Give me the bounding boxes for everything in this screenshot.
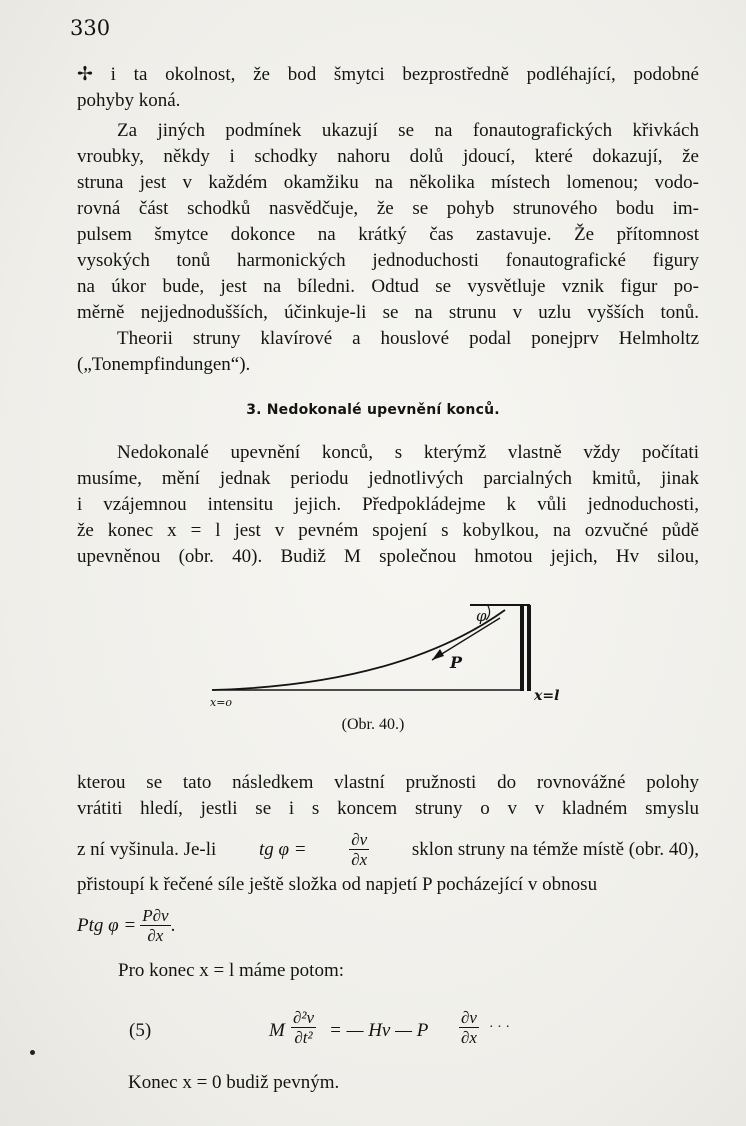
fraction-denominator: ∂x [147, 926, 164, 945]
text-line: přistoupí k řečené síle ještě složka od napjetí P pocházející v obnosu [77, 874, 598, 895]
fraction-denominator: ∂x [461, 1028, 477, 1047]
figure-caption: (Obr. 40.) [341, 716, 405, 733]
fraction-numerator: ∂v [461, 1008, 477, 1027]
eq5-ellipsis: · · · [489, 1020, 510, 1035]
equation-slope-line [77, 830, 699, 869]
fraction-dv-dx-eq5 [459, 1008, 479, 1047]
fraction-denominator: ∂t² [294, 1028, 313, 1047]
fraction-numerator: ∂v [351, 830, 368, 849]
eq-ptg-phi-lhs: Ptg φ = [77, 914, 137, 936]
paragraph-elasticity [77, 770, 699, 822]
text-line: pohyby koná. [77, 90, 181, 111]
bridge-post-right [527, 605, 531, 691]
text-line: Theorii struny klavírové a houslové podal ponejprv Helmholtz [117, 328, 699, 349]
section-heading: 3. Nedokonalé upevnění konců. [246, 402, 500, 418]
text-line: upevněnou (obr. 40). Budiž M společnou hmotou jejich, Hv silou, [77, 546, 699, 567]
text-line: vroubky, někdy i schodky nahoru dolů jdoucí, které dokazují, že [77, 146, 699, 167]
text-line: že konec x = l jest v pevném spojení s kobylkou, na ozvučné půdě [77, 520, 699, 541]
tension-arrow-head [432, 649, 444, 660]
bridge-post-left [520, 605, 524, 691]
eq5-mass: M [269, 1020, 285, 1041]
text-line: pulsem šmytce dokonce na krátký čas zastavuje. Že přítomnost [77, 224, 699, 245]
paragraph-continuation [77, 62, 699, 114]
figure-40-diagram [200, 590, 580, 720]
text-line: kterou se tato následkem vlastní pružnosti do rovnovážné polohy [77, 772, 699, 793]
string-curve [212, 610, 505, 690]
text-line: i vzájemnou intensitu jejich. Předpokládejme k vůli jednoduchosti, [77, 494, 699, 515]
paragraph-fonautograph [77, 118, 699, 326]
text-line: Nedokonalé upevnění konců, s kterýmž vlastně vždy počítati [117, 442, 699, 463]
text-line: Za jiných podmínek ukazují se na fonautografických křivkách [117, 120, 699, 141]
text-line: struna jest v každém okamžiku na několika místech lomenou; vodo- [77, 172, 699, 193]
text-line: vrátiti hledí, jestli se i s koncem struny o v v kladném smyslu [77, 798, 699, 819]
fraction-numerator: ∂²v [293, 1008, 315, 1027]
paragraph-imperfect-ends [77, 440, 699, 570]
text-line: musíme, mění jednak periodu jednotlivých parcialných kmitů, jinak [77, 468, 699, 489]
label-xl: x=l [534, 688, 560, 704]
eq5-rhs: = — Hv — P [329, 1020, 429, 1041]
text-line: („Tonempfindungen“). [77, 354, 251, 375]
text-line: na úkor bude, jest na bíledni. Odtud se vysvětluje vznik figur po- [77, 276, 699, 297]
eq-after-text: sklon struny na témže místě (obr. 40), [411, 838, 699, 860]
final-sentence: Konec x = 0 budiž pevným. [128, 1072, 340, 1093]
paragraph-tension-component [77, 872, 699, 898]
text-line: měrně nejjednodušších, účinkuje-li se na strunu v uzlu vyšších tonů. [77, 302, 699, 323]
fraction-d2v-dt2 [291, 1008, 316, 1047]
equation-5 [129, 1008, 629, 1058]
fraction-denominator: ∂x [351, 850, 368, 869]
eq-before-text: z ní vyšinula. Je-li [77, 838, 217, 860]
text-line: rovná část schodků nasvědčuje, že se pohyb strunového bodu im- [77, 198, 699, 219]
fraction-numerator: P∂v [142, 906, 169, 925]
equation-ptg-phi [77, 906, 175, 945]
margin-dot [30, 1050, 35, 1055]
paragraph-helmholtz [77, 326, 699, 378]
label-p: P [450, 653, 463, 672]
eq-tg-phi: tg φ = [258, 838, 307, 860]
equation-number: (5) [129, 1020, 152, 1041]
label-x0: x=o [210, 696, 233, 709]
eq-period: . [170, 914, 176, 936]
equation-boundary-text: Pro konec x = l máme potom: [118, 960, 345, 981]
fraction-dv-dx [349, 830, 369, 869]
page-number: 330 [70, 16, 111, 40]
text-line: vysokých tonů harmonických jednoduchosti fonautografické figury [77, 250, 699, 271]
label-phi: φ [476, 607, 487, 625]
angle-arc [486, 606, 490, 620]
fraction-pdv-dx [140, 906, 170, 945]
text-line: ✢ i ta okolnost, že bod šmytci bezprostředně podléhající, podobné [77, 64, 699, 85]
